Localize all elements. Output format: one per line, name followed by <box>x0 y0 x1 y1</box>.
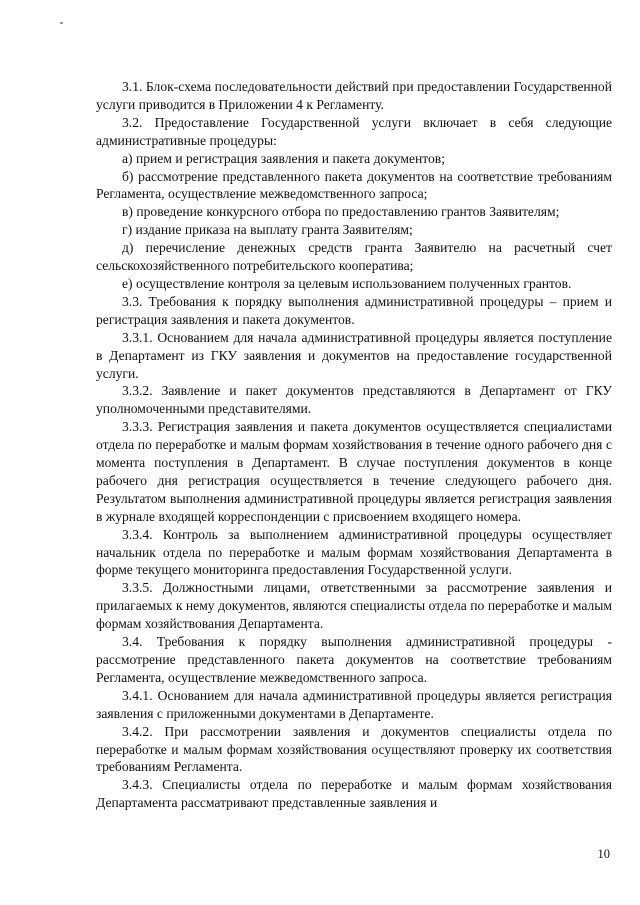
scan-artifact <box>60 22 63 24</box>
paragraph-3-4-1: 3.4.1. Основанием для начала административной процедуры является регистрация заявления с приложенными документами в Департаменте. <box>96 687 612 721</box>
page-number: 10 <box>597 847 610 861</box>
paragraph-3-1: 3.1. Блок-схема последовательности действий при предоставлении Государственной услуги приводится в Приложении 4 к Регламенту. <box>96 79 612 112</box>
list-item-e: е) осуществление контроля за целевым использованием полученных грантов. <box>122 275 572 291</box>
paragraph-3-3-2: 3.3.2. Заявление и пакет документов представляются в Департамент от ГКУ уполномоченными представителями. <box>96 383 612 417</box>
document-body <box>96 78 612 812</box>
list-item-g: г) издание приказа на выплату гранта Заявителям; <box>122 222 413 238</box>
paragraph-3-3-5: 3.3.5. Должностными лицами, ответственными за рассмотрение заявления и прилагаемых к нему документов, являются специалисты отдела по переработке и малым формам хозяйствования Департамента. <box>96 580 612 632</box>
paragraph-3-3-3: 3.3.3. Регистрация заявления и пакета документов осуществляется специалистами отдела по переработке и малым формам хозяйствования в течение одного рабочего дня с момента поступления в Департамент. В случае поступления документов в конце рабочего дня регистрация осуществляется в течение следующего рабочего дня. Результатом выполнения административной процедуры является регистрация заявления в журнале входящей корреспонденции с присвоением входящего номера. <box>96 419 612 524</box>
list-item-b: б) рассмотрение представленного пакета документов на соответствие требованиям Регламента, осуществление межведомственного запроса; <box>96 168 612 202</box>
paragraph-3-4-2: 3.4.2. При рассмотрении заявления и документов специалисты отдела по переработке и малым формам хозяйствования осуществляют проверку их соответствия требованиям Регламента. <box>96 723 612 775</box>
paragraph-3-3: 3.3. Требования к порядку выполнения административной процедуры – прием и регистрация заявления и пакета документов. <box>96 293 612 327</box>
paragraph-3-4: 3.4. Требования к порядку выполнения административной процедуры - рассмотрение представленного пакета документов на соответствие требованиям Регламента, осуществление межведомственного запроса. <box>96 634 612 685</box>
list-item-v: в) проведение конкурсного отбора по предоставлению грантов Заявителям; <box>122 204 560 220</box>
list-item-a: а) прием и регистрация заявления и пакета документов; <box>122 150 446 166</box>
paragraph-3-3-4: 3.3.4. Контроль за выполнением административной процедуры осуществляет начальник отдела по переработке и малым формам хозяйствования Департамента в форме текущего мониторинга предоставления Государственной услуги. <box>96 526 612 578</box>
list-item-d: д) перечисление денежных средств гранта Заявителю на расчетный счет сельскохозяйственного потребительского кооператива; <box>96 240 612 274</box>
paragraph-3-3-1: 3.3.1. Основанием для начала административной процедуры является поступление в Департамент из ГКУ заявления и документов на предоставление государственной услуги. <box>96 329 612 381</box>
paragraph-3-4-3: 3.4.3. Специалисты отдела по переработке и малым формам хозяйствования Департамента рассматривают представленные заявления и <box>96 777 612 811</box>
paragraph-3-2: 3.2. Предоставление Государственной услуги включает в себя следующие административные процедуры: <box>96 114 612 148</box>
